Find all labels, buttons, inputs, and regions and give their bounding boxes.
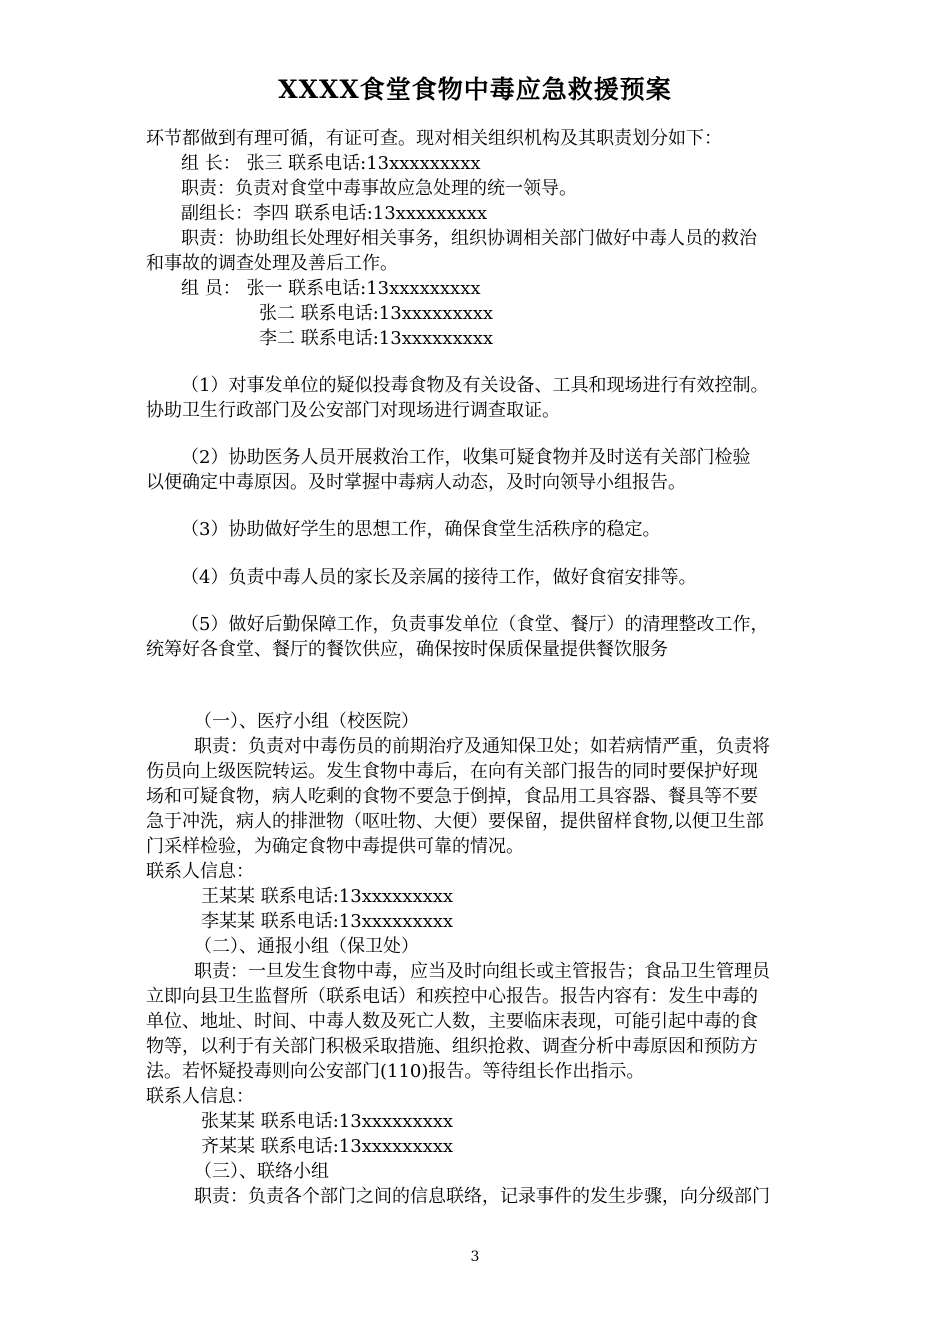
page-number: 3: [470, 1249, 480, 1265]
text-line: 单位、地址、时间、中毒人数及死亡人数，主要临床表现，可能引起中毒的食: [146, 1011, 758, 1032]
text-line: 门采样检验，为确定食物中毒提供可靠的情况。: [146, 836, 524, 857]
contact-line: 王某某 联系电话:13xxxxxxxxx: [201, 886, 454, 907]
text-line: 场和可疑食物，病人吃剩的食物不要急于倒掉，食品用工具容器、餐具等不要: [146, 786, 758, 807]
text-line: 伤员向上级医院转运。发生食物中毒后，在向有关部门报告的同时要保护好现: [146, 761, 758, 782]
text-line: 组 长： 张三 联系电话:13xxxxxxxxx: [181, 153, 481, 174]
text-line: （2）协助医务人员开展救治工作，收集可疑食物并及时送有关部门检验: [181, 447, 751, 468]
text-line: 和事故的调查处理及善后工作。: [146, 253, 398, 274]
text-line: 职责：负责对中毒伤员的前期治疗及通知保卫处；如若病情严重，负责将: [194, 736, 770, 757]
text-line: 环节都做到有理可循，有证可查。现对相关组织机构及其职责划分如下：: [146, 128, 722, 149]
section-heading: （一）、医疗小组（校医院）: [194, 711, 419, 732]
text-line: 职责：负责各个部门之间的信息联络，记录事件的发生步骤，向分级部门: [194, 1186, 770, 1207]
section-heading: （二）、通报小组（保卫处）: [194, 936, 419, 957]
contact-line: 张某某 联系电话:13xxxxxxxxx: [201, 1111, 454, 1132]
text-line: 统筹好各食堂、餐厅的餐饮供应，确保按时保质保量提供餐饮服务: [146, 639, 668, 660]
text-line: （1）对事发单位的疑似投毒食物及有关设备、工具和现场进行有效控制。: [181, 375, 769, 396]
text-line: （3）协助做好学生的思想工作，确保食堂生活秩序的稳定。: [181, 519, 661, 540]
page-title: XXXX食堂食物中毒应急救援预案: [278, 75, 672, 104]
text-line: 协助卫生行政部门及公安部门对现场进行调查取证。: [146, 400, 560, 421]
section-heading: （三）、联络小组: [194, 1161, 329, 1182]
text-line: （5）做好后勤保障工作，负责事发单位（食堂、餐厅）的清理整改工作，: [181, 614, 769, 635]
text-line: 职责：负责对食堂中毒事故应急处理的统一领导。: [181, 178, 577, 199]
text-line: 张二 联系电话:13xxxxxxxxx: [259, 303, 494, 324]
text-line: 联系人信息：: [146, 861, 254, 882]
text-line: 以便确定中毒原因。及时掌握中毒病人动态，及时向领导小组报告。: [146, 472, 686, 493]
text-line: 职责：协助组长处理好相关事务，组织协调相关部门做好中毒人员的救治: [181, 228, 757, 249]
text-line: 副组长：李四 联系电话:13xxxxxxxxx: [181, 203, 488, 224]
text-line: 物等，以利于有关部门积极采取措施、组织抢救、调查分析中毒原因和预防方: [146, 1036, 758, 1057]
text-line: 立即向县卫生监督所（联系电话）和疾控中心报告。报告内容有：发生中毒的: [146, 986, 758, 1007]
text-line: 组 员： 张一 联系电话:13xxxxxxxxx: [181, 278, 481, 299]
text-line: 职责：一旦发生食物中毒，应当及时向组长或主管报告；食品卫生管理员: [194, 961, 770, 982]
text-line: 急于冲洗，病人的排泄物（呕吐物、大便）要保留，提供留样食物,以便卫生部: [146, 811, 764, 832]
contact-line: 李某某 联系电话:13xxxxxxxxx: [201, 911, 454, 932]
contact-line: 齐某某 联系电话:13xxxxxxxxx: [201, 1136, 454, 1157]
text-line: 法。若怀疑投毒则向公安部门(110)报告。等待组长作出指示。: [146, 1061, 645, 1082]
text-line: 李二 联系电话:13xxxxxxxxx: [259, 328, 494, 349]
text-line: 联系人信息：: [146, 1086, 254, 1107]
text-line: （4）负责中毒人员的家长及亲属的接待工作，做好食宿安排等。: [181, 567, 697, 588]
